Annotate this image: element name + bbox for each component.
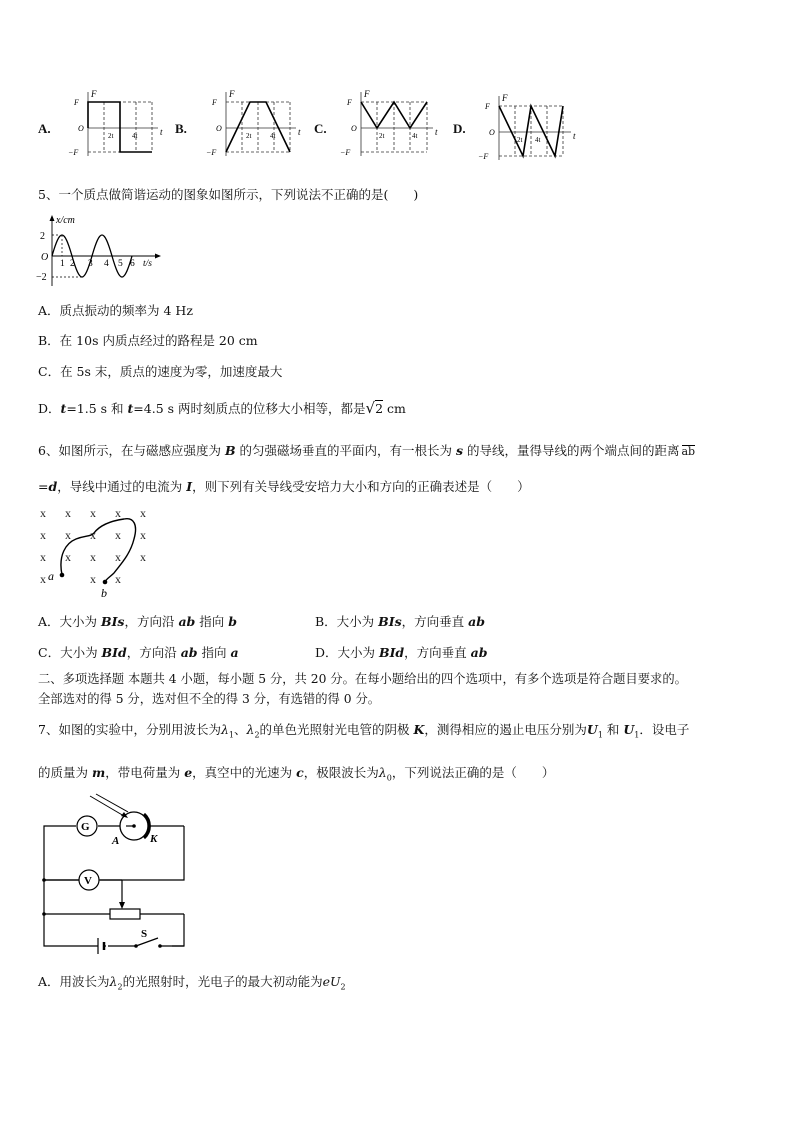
section2-line2: 全部选对的得 5 分，选对但不全的得 3 分，有选错的得 0 分。	[38, 692, 381, 706]
q4d-t-label: t	[573, 131, 576, 141]
q6-stem-line2: =d，导线中通过的电流为 I，则下列有关导线受安培力大小和方向的正确表述是（ ）	[38, 479, 530, 494]
q5-origin: O	[41, 252, 49, 263]
q4a-f0-label: F	[74, 98, 79, 107]
q4c-f-label: F	[364, 89, 370, 99]
field-cross: x	[65, 506, 71, 520]
q4-option-b-letter: B.	[175, 121, 187, 136]
q5-xtick-3: 3	[88, 259, 93, 269]
field-cross: x	[115, 506, 121, 520]
q7-photocell-circuit	[36, 792, 196, 960]
q7-anode-label: A	[112, 835, 120, 847]
field-cross: x	[140, 506, 146, 520]
q4-graph-b	[198, 88, 308, 160]
q4d-f-label: F	[502, 93, 508, 103]
q6-ab-overline: ab	[681, 445, 696, 458]
field-cross: x	[65, 528, 71, 542]
q4a-tick1: 2t	[108, 132, 114, 140]
q6-option-b: B．大小为 BIs，方向垂直 ab	[315, 614, 485, 629]
q5-xtick-2: 2	[70, 259, 75, 269]
q4c-t-label: t	[435, 127, 438, 137]
q7-voltmeter-label: V	[84, 875, 92, 887]
q4-option-a-letter: A.	[38, 121, 51, 136]
q5-shm-graph	[30, 212, 170, 292]
q4a-tick2: 4t	[132, 132, 138, 140]
q4c-origin: O	[351, 124, 357, 133]
q5-stem: 5、一个质点做简谐运动的图象如图所示，下列说法不正确的是( )	[38, 187, 419, 202]
q4-graph-a	[60, 88, 170, 160]
q4b-t-label: t	[298, 127, 301, 137]
q4c-negf0-label: −F	[340, 148, 351, 157]
q4d-origin: O	[489, 128, 495, 137]
section2-line1: 二、多项选择题 本题共 4 小题，每小题 5 分，共 20 分。在每小题给出的四个选项中，有多个选项是符合题目要求的。	[38, 672, 687, 686]
q5-ytick-2: 2	[40, 231, 45, 242]
field-cross: x	[90, 506, 96, 520]
q7-option-a: A．用波长为$\lambda_2$的光照射时，光电子的最大初动能为$eU_2$	[38, 974, 346, 992]
q4a-negf0-label: −F	[68, 148, 79, 157]
q5-ylabel: x/cm	[56, 215, 75, 226]
q5-option-d: D．t=1.5 s 和 t=4.5 s 两时刻质点的位移大小相等，都是√2 cm	[38, 399, 406, 417]
q4b-tick1: 2t	[246, 132, 252, 140]
q5-sqrt-value: 2	[375, 401, 384, 416]
field-cross: x	[115, 528, 121, 542]
field-cross: x	[90, 572, 96, 586]
q7-stem-line2: 的质量为 m，带电荷量为 e，真空中的光速为 c，极限波长为$\lambda_0$，下列说法正确的是（ ）	[38, 765, 555, 783]
q4a-f-label: F	[91, 89, 97, 99]
q4d-tick1: 2t	[517, 136, 523, 144]
q4d-negf0-label: −F	[478, 152, 489, 161]
q5-xtick-5: 5	[118, 259, 123, 269]
q7-stem-line1: 7、如图的实验中，分别用波长为$\lambda_1$、$\lambda_2$的单色光照射光电管的阴极 K，测得相应的遏止电压分别为$U_1$ 和 $U_1$．设电子	[38, 722, 690, 740]
field-cross: x	[90, 550, 96, 564]
field-cross: x	[140, 528, 146, 542]
field-cross: x	[65, 550, 71, 564]
q4b-f-label: F	[229, 89, 235, 99]
q7-galvanometer-label: G	[81, 821, 90, 833]
field-cross: x	[90, 528, 96, 542]
q4a-t-label: t	[160, 127, 163, 137]
q4b-f0-label: F	[212, 98, 217, 107]
q7-cathode-label: K	[150, 833, 158, 845]
q4b-negf0-label: −F	[206, 148, 217, 157]
q6-magnetic-field-figure	[34, 503, 164, 603]
q6-point-a-label: a	[48, 569, 54, 583]
q5-option-a: A．质点振动的频率为 4 Hz	[38, 303, 193, 318]
q4b-origin: O	[216, 124, 222, 133]
field-cross: x	[40, 528, 46, 542]
field-cross: x	[140, 550, 146, 564]
q4-option-c-letter: C.	[314, 121, 327, 136]
q5-xtick-4: 4	[104, 259, 109, 269]
q4a-origin: O	[78, 124, 84, 133]
field-cross: x	[40, 572, 46, 586]
q4c-tick2: 4t	[412, 132, 418, 140]
q6-option-c: C．大小为 BId，方向沿 ab 指向 a	[38, 645, 239, 660]
q4-graph-c	[337, 88, 447, 160]
field-cross: x	[115, 572, 121, 586]
q4d-tick2: 4t	[535, 136, 541, 144]
q4c-f0-label: F	[347, 98, 352, 107]
field-cross: x	[40, 550, 46, 564]
q6-option-a: A．大小为 BIs，方向沿 ab 指向 b	[38, 614, 237, 629]
q6-option-d: D．大小为 BId，方向垂直 ab	[315, 645, 488, 660]
q4-option-d-letter: D.	[453, 121, 466, 136]
q4d-f0-label: F	[485, 102, 490, 111]
q5-option-c: C．在 5s 末，质点的速度为零，加速度最大	[38, 364, 283, 379]
q5-xtick-6: 6	[130, 259, 135, 269]
q4c-tick1: 2t	[379, 132, 385, 140]
q4-graph-d	[475, 92, 585, 164]
q5-xtick-1: 1	[60, 259, 65, 269]
q6-stem-line1: 6、如图所示，在与磁感应强度为 B 的匀强磁场垂直的平面内，有一根长为 s 的导线，量得导线的两个端点间的距离 ab	[38, 443, 696, 458]
field-cross: x	[40, 506, 46, 520]
q5-xlabel: t/s	[143, 259, 152, 269]
q7-switch-label: S	[141, 928, 148, 940]
q5-ytick-neg2: −2	[36, 272, 47, 283]
field-cross: x	[115, 550, 121, 564]
q4b-tick2: 4t	[270, 132, 276, 140]
q5-option-b: B．在 10s 内质点经过的路程是 20 cm	[38, 333, 258, 348]
q6-point-b-label: b	[101, 586, 107, 600]
